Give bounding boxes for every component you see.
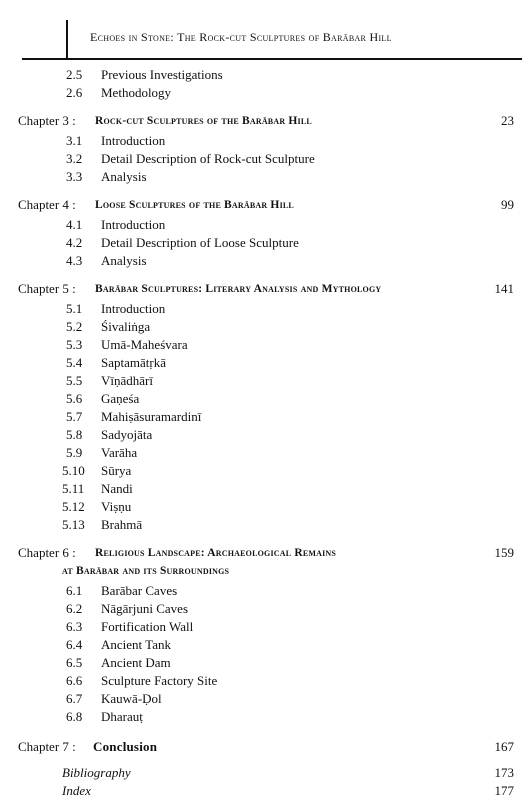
section-title: Analysis bbox=[101, 169, 147, 184]
section-title: Nandi bbox=[101, 481, 133, 496]
section-title: Mahiṣāsuramardinī bbox=[101, 409, 202, 424]
toc-section bbox=[0, 300, 528, 318]
toc-section bbox=[0, 372, 528, 390]
chapter-entry bbox=[0, 280, 528, 300]
toc-section bbox=[0, 234, 528, 252]
section-number: 5.13 bbox=[62, 517, 85, 532]
chapter-entry bbox=[0, 738, 528, 758]
back-matter-entry bbox=[0, 764, 528, 782]
back-matter-page-number: 177 bbox=[494, 783, 514, 798]
section-title: Detail Description of Loose Sculpture bbox=[101, 235, 299, 250]
section-title: Ancient Dam bbox=[101, 655, 171, 670]
section-number: 5.1 bbox=[66, 301, 83, 316]
toc-section bbox=[0, 216, 528, 234]
toc-section bbox=[0, 708, 528, 726]
toc-section bbox=[0, 654, 528, 672]
section-list bbox=[0, 300, 528, 534]
section-number: 4.1 bbox=[66, 217, 83, 232]
section-list bbox=[0, 582, 528, 726]
section-title: Varāha bbox=[101, 445, 138, 460]
section-number: 6.3 bbox=[66, 619, 83, 634]
section-number: 4.3 bbox=[66, 253, 83, 268]
back-matter-title: Bibliography bbox=[62, 765, 131, 780]
section-number: 6.7 bbox=[66, 691, 83, 706]
toc-section bbox=[0, 252, 528, 270]
toc-section bbox=[0, 408, 528, 426]
section-number: 6.5 bbox=[66, 655, 83, 670]
toc-section bbox=[0, 168, 528, 186]
toc-section bbox=[0, 636, 528, 654]
section-number: 5.12 bbox=[62, 499, 85, 514]
chapter-title: Rock-cut Sculptures of the Barābar Hill bbox=[95, 115, 312, 127]
section-number: 2.6 bbox=[66, 85, 83, 100]
toc-section bbox=[0, 354, 528, 372]
toc-section bbox=[0, 462, 528, 480]
chapter-title: Religious Landscape: Archaeological Remains bbox=[95, 547, 337, 559]
chapter-page-number: 99 bbox=[501, 197, 514, 212]
section-title: Śivaliṅga bbox=[101, 319, 151, 334]
section-list bbox=[0, 216, 528, 270]
section-number: 5.11 bbox=[62, 481, 85, 496]
section-number: 2.5 bbox=[66, 67, 83, 82]
toc-section bbox=[0, 426, 528, 444]
section-number: 6.4 bbox=[66, 637, 83, 652]
section-number: 5.3 bbox=[66, 337, 83, 352]
chapter-label: Chapter 3 : bbox=[18, 113, 76, 128]
chapter-entry bbox=[0, 544, 528, 582]
section-number: 5.10 bbox=[62, 463, 85, 478]
chapter-label: Chapter 5 : bbox=[18, 281, 76, 296]
toc-section bbox=[0, 84, 528, 102]
back-matter-page-number: 173 bbox=[494, 765, 514, 780]
section-number: 3.1 bbox=[66, 133, 83, 148]
chapter-label: Chapter 4 : bbox=[18, 197, 76, 212]
toc-section bbox=[0, 690, 528, 708]
section-title: Barābar Caves bbox=[101, 583, 178, 598]
toc-section bbox=[0, 516, 528, 534]
chapter-title-continued: at Barābar and its Surroundings bbox=[62, 565, 230, 577]
section-number: 6.1 bbox=[66, 583, 83, 598]
section-title: Detail Description of Rock-cut Sculpture bbox=[101, 151, 315, 166]
section-title: Dharauṭ bbox=[101, 709, 143, 724]
running-header: Echoes in Stone: The Rock-cut Sculptures of Barābar Hill bbox=[90, 30, 392, 44]
toc-section bbox=[0, 444, 528, 462]
chapter-title: Barābar Sculptures: Literary Analysis and Mythology bbox=[95, 283, 382, 295]
section-title: Introduction bbox=[101, 217, 166, 232]
toc-section bbox=[0, 150, 528, 168]
section-title: Kauwā-Ḍol bbox=[101, 691, 162, 706]
toc-section bbox=[0, 480, 528, 498]
section-title: Umā-Maheśvara bbox=[101, 337, 188, 352]
section-title: Gaṇeśa bbox=[101, 391, 140, 406]
section-title: Sadyojāta bbox=[101, 427, 153, 442]
section-title: Vīṇādhārī bbox=[101, 373, 153, 388]
toc-section bbox=[0, 66, 528, 84]
section-title: Viṣṇu bbox=[101, 499, 132, 514]
toc-section bbox=[0, 318, 528, 336]
section-number: 3.3 bbox=[66, 169, 83, 184]
section-number: 6.6 bbox=[66, 673, 83, 688]
chapter-title: Loose Sculptures of the Barābar Hill bbox=[95, 199, 294, 211]
chapter-page-number: 141 bbox=[494, 281, 514, 296]
section-title: Sūrya bbox=[101, 463, 132, 478]
section-number: 3.2 bbox=[66, 151, 83, 166]
section-title: Sculpture Factory Site bbox=[101, 673, 218, 688]
section-list bbox=[0, 66, 528, 102]
section-title: Methodology bbox=[101, 85, 172, 100]
chapter-label: Chapter 6 : bbox=[18, 545, 76, 560]
section-number: 6.2 bbox=[66, 601, 83, 616]
section-number: 5.6 bbox=[66, 391, 83, 406]
section-title: Introduction bbox=[101, 301, 166, 316]
table-of-contents bbox=[0, 66, 528, 800]
toc-section bbox=[0, 132, 528, 150]
chapter-page-number: 167 bbox=[494, 739, 514, 754]
section-title: Previous Investigations bbox=[101, 67, 223, 82]
back-matter-entry bbox=[0, 782, 528, 800]
back-matter-title: Index bbox=[62, 783, 91, 798]
chapter-page-number: 23 bbox=[501, 113, 514, 128]
section-number: 5.4 bbox=[66, 355, 83, 370]
chapter-page-number: 159 bbox=[494, 545, 514, 560]
section-number: 5.7 bbox=[66, 409, 83, 424]
chapter-title: Conclusion bbox=[93, 739, 158, 754]
toc-section bbox=[0, 600, 528, 618]
toc-section bbox=[0, 390, 528, 408]
section-title: Ancient Tank bbox=[101, 637, 171, 652]
section-number: 5.8 bbox=[66, 427, 83, 442]
chapter-entry bbox=[0, 112, 528, 132]
toc-section bbox=[0, 618, 528, 636]
section-number: 5.2 bbox=[66, 319, 83, 334]
toc-section bbox=[0, 672, 528, 690]
section-title: Analysis bbox=[101, 253, 147, 268]
chapter-label: Chapter 7 : bbox=[18, 739, 76, 754]
toc-section bbox=[0, 582, 528, 600]
toc-section bbox=[0, 336, 528, 354]
section-number: 4.2 bbox=[66, 235, 83, 250]
section-title: Saptamātṛkā bbox=[101, 355, 166, 370]
header-vertical-rule bbox=[66, 20, 68, 60]
section-title: Fortification Wall bbox=[101, 619, 194, 634]
section-title: Introduction bbox=[101, 133, 166, 148]
section-title: Nāgārjuni Caves bbox=[101, 601, 189, 616]
section-list bbox=[0, 132, 528, 186]
section-number: 5.9 bbox=[66, 445, 83, 460]
section-number: 5.5 bbox=[66, 373, 83, 388]
chapter-entry bbox=[0, 196, 528, 216]
section-number: 6.8 bbox=[66, 709, 83, 724]
header-horizontal-rule bbox=[22, 58, 522, 60]
section-title: Brahmā bbox=[101, 517, 143, 532]
toc-section bbox=[0, 498, 528, 516]
